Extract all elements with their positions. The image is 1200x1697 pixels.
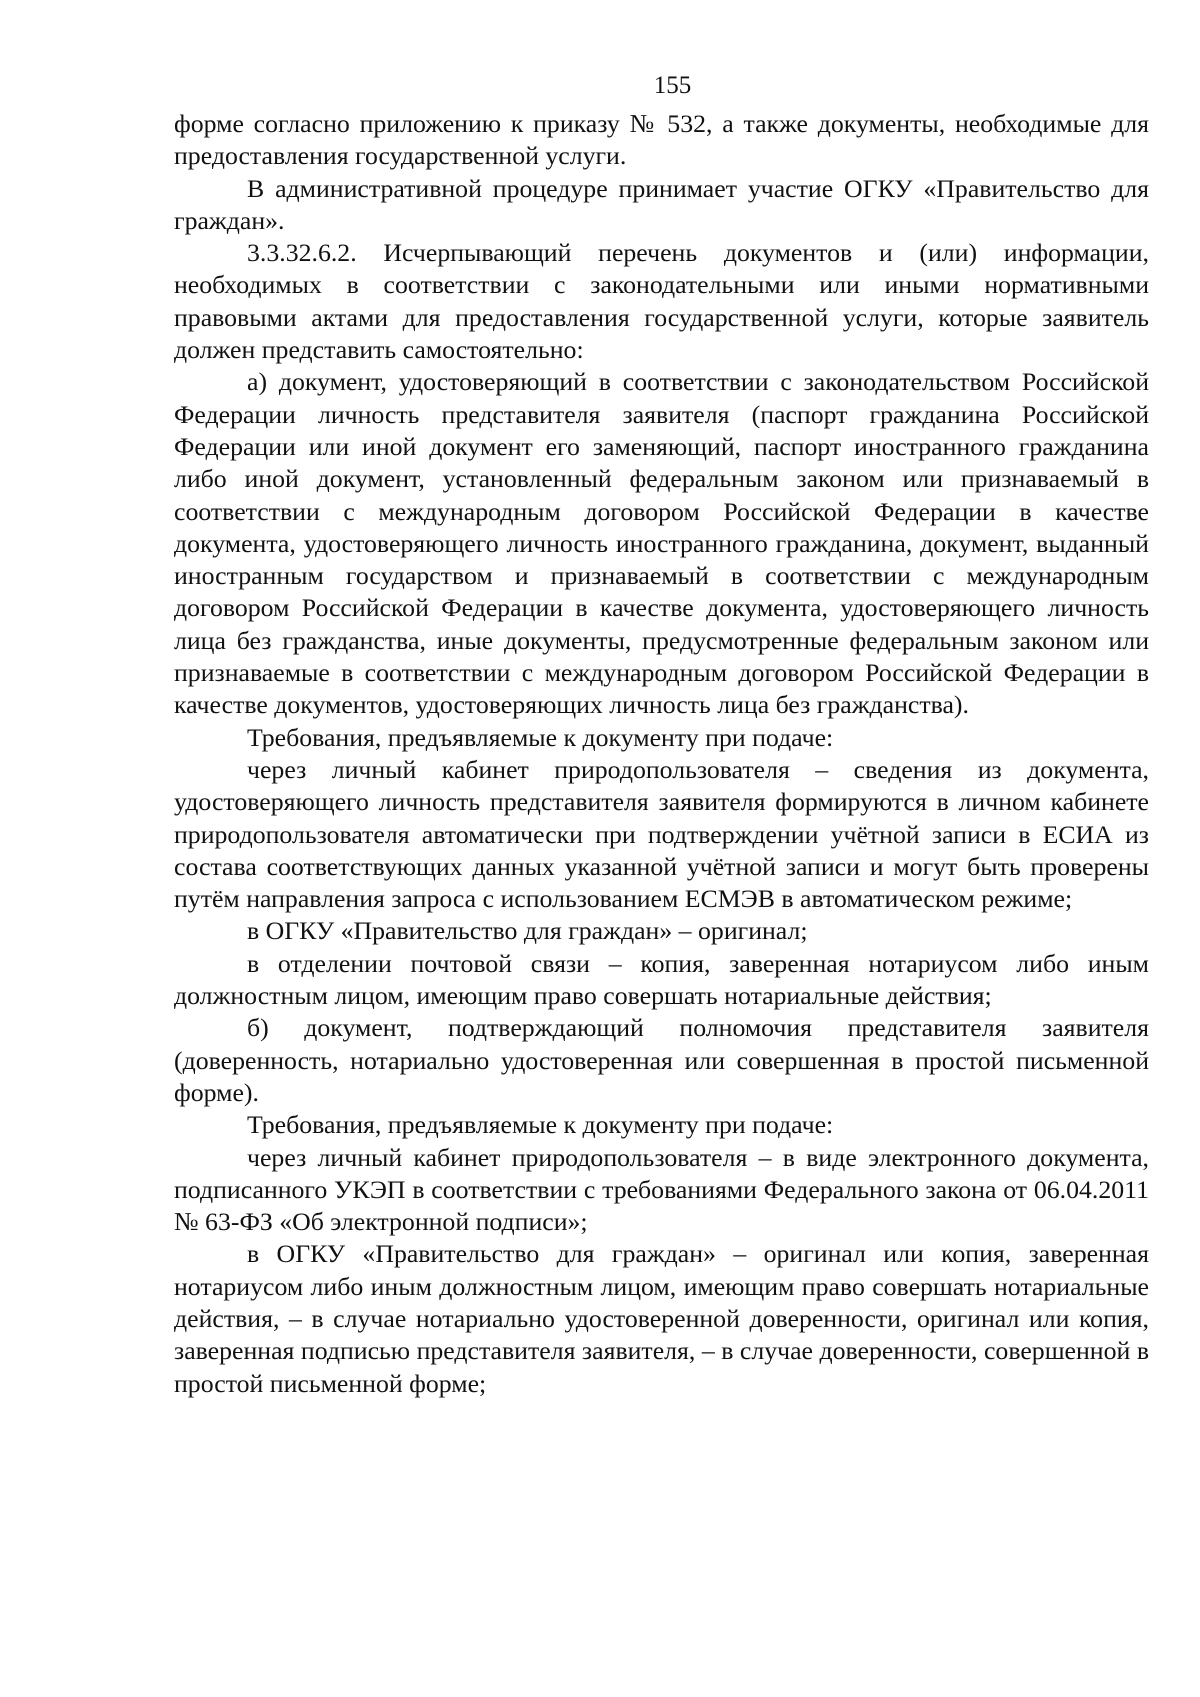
paragraph-requirement-ogku-2: в ОГКУ «Правительство для граждан» – оригинал или копия, заверенная нотариусом либо иным должностным лицом, имеющим право совершать нотариальные действия, – в случае нотариально удостоверенной доверенности, оригинал или копия, заверенная подписью представителя заявителя, – в случае доверенности, совершенной в простой письменной форме;	[174, 1239, 1149, 1398]
paragraph-requirement-ogku-1: в ОГКУ «Правительство для граждан» – оригинал;	[247, 916, 808, 946]
paragraph-participant: В административной процедуре принимает участие ОГКУ «Правительство для граждан».	[174, 173, 1149, 235]
paragraph-clause-3-3-32-6-2: 3.3.32.6.2. Исчерпывающий перечень документов и (или) информации, необходимых в соответствии с законодательными или иными нормативными правовыми актами для предоставления государственной услуги, которые заявитель должен представить самостоятельно:	[174, 238, 1149, 365]
paragraph-item-b: б) документ, подтверждающий полномочия представителя заявителя (доверенность, нотариально удостоверенная или совершенная в простой письменной форме).	[174, 1013, 1149, 1107]
paragraph-item-a: а) документ, удостоверяющий в соответствии с законодательством Российской Федерации личность представителя заявителя (паспорт гражданина Российской Федерации или иной документ его заменяющий, паспорт иностранного гражданина либо иной документ, установленный федеральным законом или признаваемый в соответствии с международным договором Российской Федерации в качестве документа, удостоверяющего личность иностранного гражданина, документ, выданный иностранным государством и признаваемый в соответствии с международным договором Российской Федерации в качестве документа, удостоверяющего личность лица без гражданства, иные документы, предусмотренные федеральным законом или признаваемые в соответствии с международным договором Российской Федерации в качестве документов, удостоверяющих личность лица без гражданства).	[174, 367, 1149, 720]
paragraph-requirement-personal-cabinet-2: через личный кабинет природопользователя – в виде электронного документа, подписанного УКЭП в соответствии с требованиями Федерального закона от 06.04.2011 № 63-ФЗ «Об электронной подписи»;	[174, 1142, 1149, 1237]
paragraph-requirement-post-office: в отделении почтовой связи – копия, заверенная нотариусом либо иным должностным лицом, имеющим право совершать нотариальные действия;	[174, 948, 1149, 1011]
page-number: 155	[653, 72, 692, 99]
paragraph-requirement-personal-cabinet-1: через личный кабинет природопользователя – сведения из документа, удостоверяющего личность представителя заявителя формируются в личном кабинете природопользователя автоматически при подтверждении учётной записи в ЕСИА из состава соответствующих данных указанной учётной записи и могут быть проверены путём направления запроса с использованием ЕСМЭВ в автоматическом режиме;	[174, 754, 1149, 914]
paragraph-requirements-heading-1: Требования, предъявляемые к документу при подаче:	[247, 722, 834, 752]
document-page	[174, 70, 1149, 1400]
paragraph-requirements-heading-2: Требования, предъявляемые к документу при подаче:	[247, 1110, 834, 1140]
paragraph-continuation: форме согласно приложению к приказу № 532, а также документы, необходимые для предоставления государственной услуги.	[174, 109, 1149, 171]
